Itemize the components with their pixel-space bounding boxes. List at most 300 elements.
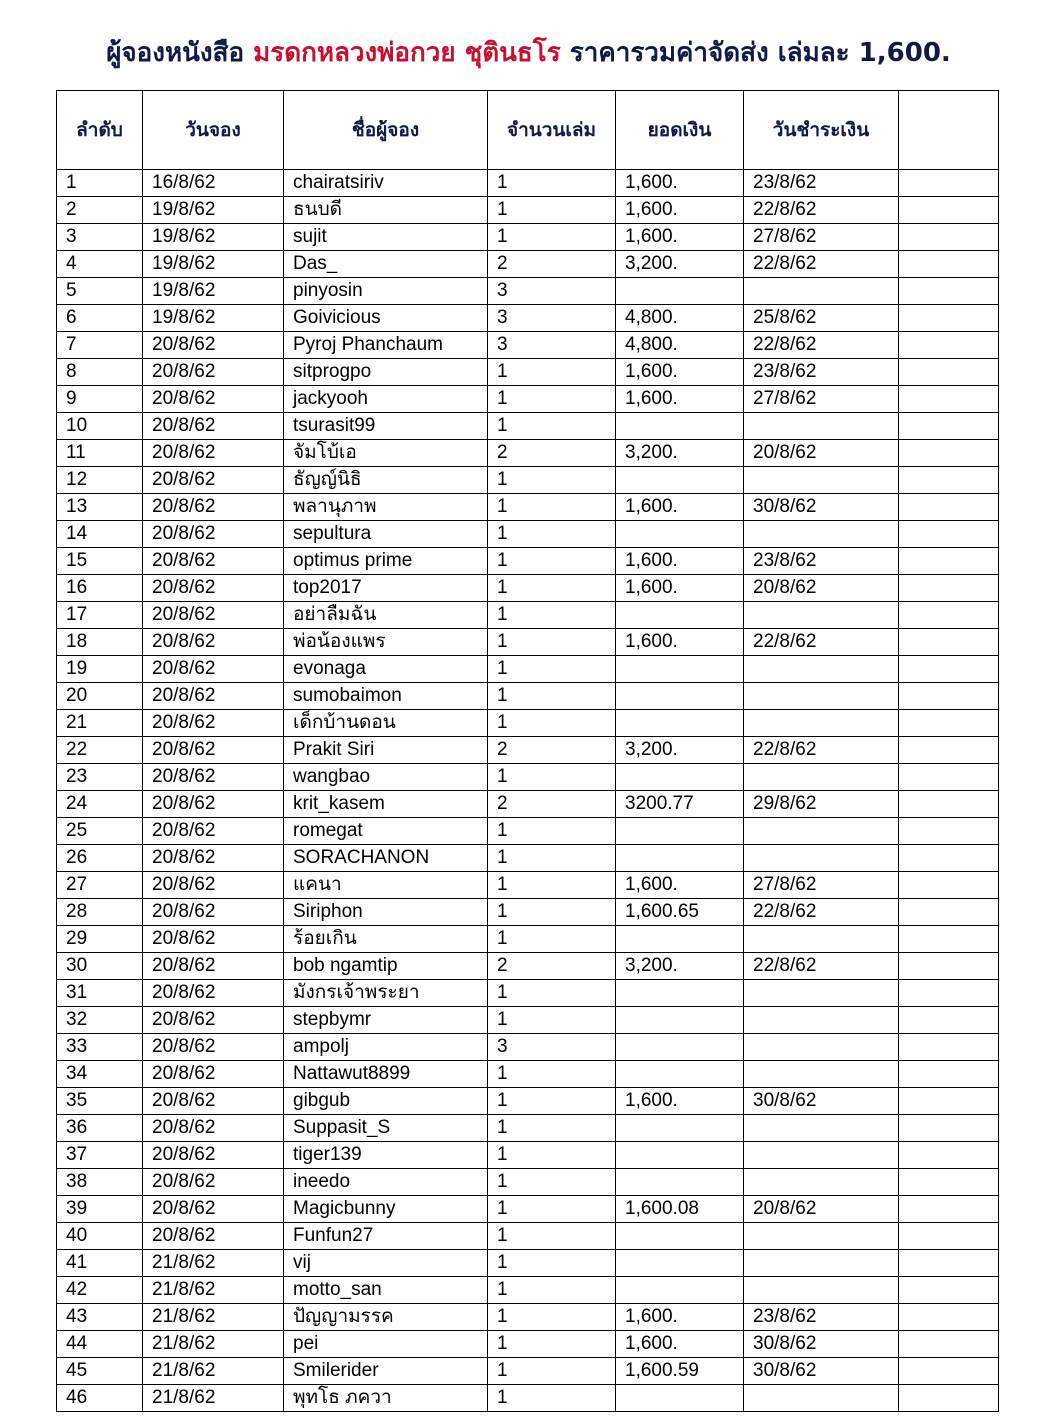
cell-booking-date: 21/8/62 xyxy=(143,1358,284,1385)
cell-blank xyxy=(899,467,999,494)
cell-booking-date: 20/8/62 xyxy=(143,845,284,872)
cell-quantity: 1 xyxy=(488,980,616,1007)
table-row xyxy=(57,305,999,332)
cell-amount xyxy=(616,1007,744,1034)
cell-quantity: 1 xyxy=(488,1358,616,1385)
cell-booking-date: 20/8/62 xyxy=(143,413,284,440)
cell-booking-date: 20/8/62 xyxy=(143,1007,284,1034)
cell-booker-name: optimus prime xyxy=(284,548,488,575)
cell-amount: 1,600. xyxy=(616,386,744,413)
booking-rows xyxy=(57,170,999,1412)
cell-blank xyxy=(899,656,999,683)
cell-payment-date: 22/8/62 xyxy=(744,899,899,926)
cell-booker-name: ธัญญ์นิธิ xyxy=(284,467,488,494)
cell-payment-date xyxy=(744,1061,899,1088)
cell-quantity: 1 xyxy=(488,467,616,494)
table-row xyxy=(57,980,999,1007)
cell-quantity: 2 xyxy=(488,440,616,467)
cell-order: 12 xyxy=(57,467,143,494)
cell-booker-name: Smilerider xyxy=(284,1358,488,1385)
cell-blank xyxy=(899,521,999,548)
cell-booker-name: Das_ xyxy=(284,251,488,278)
cell-booker-name: sitprogpo xyxy=(284,359,488,386)
table-row xyxy=(57,521,999,548)
cell-quantity: 1 xyxy=(488,575,616,602)
table-row xyxy=(57,1115,999,1142)
cell-quantity: 1 xyxy=(488,872,616,899)
cell-booker-name: romegat xyxy=(284,818,488,845)
cell-payment-date xyxy=(744,845,899,872)
cell-booker-name: ธนบดี xyxy=(284,197,488,224)
cell-order: 24 xyxy=(57,791,143,818)
cell-amount: 1,600. xyxy=(616,872,744,899)
cell-amount xyxy=(616,1034,744,1061)
cell-blank xyxy=(899,1277,999,1304)
table-row xyxy=(57,1250,999,1277)
cell-blank xyxy=(899,710,999,737)
table-row xyxy=(57,224,999,251)
cell-booking-date: 20/8/62 xyxy=(143,467,284,494)
cell-amount: 1,600. xyxy=(616,359,744,386)
cell-booker-name: เด็กบ้านดอน xyxy=(284,710,488,737)
cell-booker-name: krit_kasem xyxy=(284,791,488,818)
cell-payment-date: 22/8/62 xyxy=(744,197,899,224)
cell-quantity: 1 xyxy=(488,845,616,872)
table-row xyxy=(57,1331,999,1358)
cell-blank xyxy=(899,1088,999,1115)
cell-amount xyxy=(616,818,744,845)
cell-quantity: 1 xyxy=(488,656,616,683)
cell-booker-name: wangbao xyxy=(284,764,488,791)
cell-order: 40 xyxy=(57,1223,143,1250)
cell-booker-name: ineedo xyxy=(284,1169,488,1196)
cell-quantity: 1 xyxy=(488,1142,616,1169)
cell-amount: 1,600.59 xyxy=(616,1358,744,1385)
cell-quantity: 2 xyxy=(488,791,616,818)
cell-amount xyxy=(616,1169,744,1196)
cell-amount: 3,200. xyxy=(616,251,744,278)
cell-amount xyxy=(616,980,744,1007)
cell-blank xyxy=(899,440,999,467)
cell-payment-date: 27/8/62 xyxy=(744,386,899,413)
table-row xyxy=(57,413,999,440)
cell-amount: 1,600.08 xyxy=(616,1196,744,1223)
cell-order: 10 xyxy=(57,413,143,440)
cell-booker-name: Siriphon xyxy=(284,899,488,926)
cell-amount: 3200.77 xyxy=(616,791,744,818)
cell-order: 34 xyxy=(57,1061,143,1088)
cell-booker-name: Goivicious xyxy=(284,305,488,332)
cell-blank xyxy=(899,386,999,413)
cell-booker-name: evonaga xyxy=(284,656,488,683)
cell-blank xyxy=(899,305,999,332)
cell-amount xyxy=(616,467,744,494)
cell-blank xyxy=(899,683,999,710)
header-row xyxy=(57,91,999,170)
cell-booking-date: 20/8/62 xyxy=(143,494,284,521)
cell-payment-date: 27/8/62 xyxy=(744,224,899,251)
cell-order: 32 xyxy=(57,1007,143,1034)
cell-order: 35 xyxy=(57,1088,143,1115)
cell-booking-date: 20/8/62 xyxy=(143,764,284,791)
cell-order: 7 xyxy=(57,332,143,359)
cell-quantity: 1 xyxy=(488,224,616,251)
cell-order: 20 xyxy=(57,683,143,710)
cell-amount xyxy=(616,521,744,548)
title-price: ราคารวมค่าจัดส่ง เล่มละ 1,600. xyxy=(560,38,951,68)
cell-amount xyxy=(616,1115,744,1142)
cell-amount: 3,200. xyxy=(616,953,744,980)
table-row xyxy=(57,953,999,980)
table-row xyxy=(57,1385,999,1412)
cell-payment-date: 30/8/62 xyxy=(744,1088,899,1115)
cell-order: 17 xyxy=(57,602,143,629)
cell-booking-date: 20/8/62 xyxy=(143,521,284,548)
cell-booker-name: pei xyxy=(284,1331,488,1358)
header-booking-date: วันจอง xyxy=(143,91,284,170)
cell-booking-date: 20/8/62 xyxy=(143,629,284,656)
cell-quantity: 1 xyxy=(488,1385,616,1412)
cell-booker-name: ampolj xyxy=(284,1034,488,1061)
cell-quantity: 1 xyxy=(488,764,616,791)
cell-blank xyxy=(899,1007,999,1034)
cell-blank xyxy=(899,494,999,521)
cell-booking-date: 20/8/62 xyxy=(143,737,284,764)
cell-order: 18 xyxy=(57,629,143,656)
cell-payment-date xyxy=(744,602,899,629)
cell-booker-name: Nattawut8899 xyxy=(284,1061,488,1088)
cell-quantity: 1 xyxy=(488,386,616,413)
cell-booking-date: 20/8/62 xyxy=(143,683,284,710)
cell-quantity: 1 xyxy=(488,1250,616,1277)
cell-blank xyxy=(899,737,999,764)
cell-order: 4 xyxy=(57,251,143,278)
cell-quantity: 1 xyxy=(488,629,616,656)
cell-payment-date: 30/8/62 xyxy=(744,1331,899,1358)
table-row xyxy=(57,899,999,926)
table-row xyxy=(57,1088,999,1115)
cell-quantity: 1 xyxy=(488,548,616,575)
table-row xyxy=(57,818,999,845)
cell-booking-date: 20/8/62 xyxy=(143,926,284,953)
table-row xyxy=(57,1034,999,1061)
cell-booker-name: sepultura xyxy=(284,521,488,548)
table-row xyxy=(57,386,999,413)
cell-booker-name: พ่อน้องแพร xyxy=(284,629,488,656)
cell-order: 21 xyxy=(57,710,143,737)
cell-order: 1 xyxy=(57,170,143,197)
cell-blank xyxy=(899,629,999,656)
cell-booking-date: 21/8/62 xyxy=(143,1331,284,1358)
cell-blank xyxy=(899,197,999,224)
cell-payment-date xyxy=(744,413,899,440)
cell-booking-date: 20/8/62 xyxy=(143,575,284,602)
cell-blank xyxy=(899,1169,999,1196)
cell-quantity: 1 xyxy=(488,494,616,521)
cell-booker-name: จัมโบ้เอ xyxy=(284,440,488,467)
cell-amount xyxy=(616,845,744,872)
cell-payment-date: 20/8/62 xyxy=(744,440,899,467)
cell-booking-date: 20/8/62 xyxy=(143,1034,284,1061)
cell-payment-date: 30/8/62 xyxy=(744,1358,899,1385)
cell-blank xyxy=(899,1358,999,1385)
cell-booker-name: chairatsiriv xyxy=(284,170,488,197)
table-row xyxy=(57,1196,999,1223)
cell-blank xyxy=(899,1061,999,1088)
cell-order: 30 xyxy=(57,953,143,980)
cell-amount xyxy=(616,1061,744,1088)
cell-order: 2 xyxy=(57,197,143,224)
cell-blank xyxy=(899,548,999,575)
cell-order: 43 xyxy=(57,1304,143,1331)
cell-booking-date: 21/8/62 xyxy=(143,1304,284,1331)
cell-blank xyxy=(899,332,999,359)
cell-order: 26 xyxy=(57,845,143,872)
cell-booking-date: 21/8/62 xyxy=(143,1385,284,1412)
cell-booking-date: 19/8/62 xyxy=(143,197,284,224)
header-order: ลำดับ xyxy=(57,91,143,170)
cell-quantity: 1 xyxy=(488,1088,616,1115)
cell-booker-name: vij xyxy=(284,1250,488,1277)
cell-quantity: 1 xyxy=(488,602,616,629)
cell-booking-date: 20/8/62 xyxy=(143,602,284,629)
cell-quantity: 1 xyxy=(488,1007,616,1034)
cell-booker-name: Pyroj Phanchaum xyxy=(284,332,488,359)
cell-order: 15 xyxy=(57,548,143,575)
cell-booking-date: 19/8/62 xyxy=(143,251,284,278)
cell-amount xyxy=(616,413,744,440)
cell-payment-date: 27/8/62 xyxy=(744,872,899,899)
cell-quantity: 1 xyxy=(488,1331,616,1358)
cell-order: 9 xyxy=(57,386,143,413)
cell-quantity: 1 xyxy=(488,170,616,197)
cell-amount xyxy=(616,1223,744,1250)
cell-quantity: 1 xyxy=(488,359,616,386)
title-book-name: มรดกหลวงพ่อกวย ชุตินธโร xyxy=(253,38,561,68)
table-row xyxy=(57,926,999,953)
cell-booking-date: 20/8/62 xyxy=(143,332,284,359)
cell-payment-date xyxy=(744,1142,899,1169)
table-row xyxy=(57,1223,999,1250)
cell-quantity: 1 xyxy=(488,926,616,953)
cell-booking-date: 21/8/62 xyxy=(143,1250,284,1277)
table-row xyxy=(57,494,999,521)
cell-order: 8 xyxy=(57,359,143,386)
booking-table xyxy=(56,90,999,1412)
cell-blank xyxy=(899,1385,999,1412)
cell-order: 36 xyxy=(57,1115,143,1142)
table-row xyxy=(57,764,999,791)
cell-order: 44 xyxy=(57,1331,143,1358)
table-row xyxy=(57,440,999,467)
cell-payment-date xyxy=(744,683,899,710)
cell-blank xyxy=(899,1331,999,1358)
cell-quantity: 1 xyxy=(488,1115,616,1142)
cell-booking-date: 20/8/62 xyxy=(143,440,284,467)
cell-booker-name: Funfun27 xyxy=(284,1223,488,1250)
cell-payment-date: 25/8/62 xyxy=(744,305,899,332)
cell-quantity: 1 xyxy=(488,413,616,440)
table-row xyxy=(57,1169,999,1196)
cell-payment-date: 23/8/62 xyxy=(744,359,899,386)
cell-amount: 1,600. xyxy=(616,1331,744,1358)
cell-booking-date: 20/8/62 xyxy=(143,899,284,926)
table-row xyxy=(57,1061,999,1088)
cell-order: 25 xyxy=(57,818,143,845)
cell-payment-date: 20/8/62 xyxy=(744,575,899,602)
cell-booker-name: top2017 xyxy=(284,575,488,602)
cell-amount xyxy=(616,683,744,710)
cell-booker-name: stepbymr xyxy=(284,1007,488,1034)
cell-payment-date xyxy=(744,521,899,548)
cell-payment-date xyxy=(744,710,899,737)
cell-payment-date xyxy=(744,926,899,953)
cell-booker-name: sumobaimon xyxy=(284,683,488,710)
cell-blank xyxy=(899,872,999,899)
cell-order: 14 xyxy=(57,521,143,548)
cell-quantity: 3 xyxy=(488,278,616,305)
cell-booking-date: 20/8/62 xyxy=(143,1088,284,1115)
cell-payment-date: 23/8/62 xyxy=(744,170,899,197)
cell-blank xyxy=(899,575,999,602)
cell-booking-date: 20/8/62 xyxy=(143,953,284,980)
cell-order: 33 xyxy=(57,1034,143,1061)
cell-order: 45 xyxy=(57,1358,143,1385)
cell-quantity: 1 xyxy=(488,1277,616,1304)
cell-blank xyxy=(899,251,999,278)
cell-amount xyxy=(616,278,744,305)
cell-amount xyxy=(616,1142,744,1169)
cell-payment-date: 23/8/62 xyxy=(744,1304,899,1331)
cell-order: 11 xyxy=(57,440,143,467)
cell-order: 39 xyxy=(57,1196,143,1223)
cell-booking-date: 16/8/62 xyxy=(143,170,284,197)
cell-booker-name: SORACHANON xyxy=(284,845,488,872)
cell-quantity: 1 xyxy=(488,1304,616,1331)
cell-amount: 1,600. xyxy=(616,224,744,251)
cell-order: 13 xyxy=(57,494,143,521)
cell-booker-name: bob ngamtip xyxy=(284,953,488,980)
cell-payment-date xyxy=(744,1250,899,1277)
cell-booking-date: 20/8/62 xyxy=(143,548,284,575)
table-row xyxy=(57,467,999,494)
cell-order: 3 xyxy=(57,224,143,251)
cell-quantity: 2 xyxy=(488,737,616,764)
cell-booker-name: มังกรเจ้าพระยา xyxy=(284,980,488,1007)
cell-booker-name: แคนา xyxy=(284,872,488,899)
cell-amount: 1,600.65 xyxy=(616,899,744,926)
cell-order: 29 xyxy=(57,926,143,953)
table-row xyxy=(57,791,999,818)
cell-quantity: 1 xyxy=(488,1196,616,1223)
cell-amount: 4,800. xyxy=(616,332,744,359)
cell-blank xyxy=(899,602,999,629)
cell-blank xyxy=(899,1196,999,1223)
table-row xyxy=(57,710,999,737)
cell-booking-date: 20/8/62 xyxy=(143,818,284,845)
document-title xyxy=(0,36,1057,70)
cell-quantity: 3 xyxy=(488,1034,616,1061)
cell-booker-name: gibgub xyxy=(284,1088,488,1115)
cell-quantity: 1 xyxy=(488,683,616,710)
cell-blank xyxy=(899,980,999,1007)
cell-amount: 1,600. xyxy=(616,170,744,197)
header-booker-name: ชื่อผู้จอง xyxy=(284,91,488,170)
cell-blank xyxy=(899,224,999,251)
cell-quantity: 1 xyxy=(488,818,616,845)
table-row xyxy=(57,197,999,224)
table-row xyxy=(57,656,999,683)
cell-amount: 1,600. xyxy=(616,197,744,224)
cell-booker-name: tiger139 xyxy=(284,1142,488,1169)
cell-amount xyxy=(616,710,744,737)
cell-payment-date: 30/8/62 xyxy=(744,494,899,521)
cell-booker-name: ปัญญามรรค xyxy=(284,1304,488,1331)
cell-blank xyxy=(899,413,999,440)
cell-quantity: 3 xyxy=(488,332,616,359)
cell-booking-date: 20/8/62 xyxy=(143,656,284,683)
cell-payment-date: 22/8/62 xyxy=(744,953,899,980)
cell-payment-date: 23/8/62 xyxy=(744,548,899,575)
cell-booking-date: 19/8/62 xyxy=(143,305,284,332)
cell-payment-date: 29/8/62 xyxy=(744,791,899,818)
cell-booker-name: Suppasit_S xyxy=(284,1115,488,1142)
cell-order: 41 xyxy=(57,1250,143,1277)
cell-booker-name: tsurasit99 xyxy=(284,413,488,440)
table-row xyxy=(57,683,999,710)
cell-amount xyxy=(616,1250,744,1277)
cell-quantity: 2 xyxy=(488,953,616,980)
cell-quantity: 1 xyxy=(488,197,616,224)
table-row xyxy=(57,1277,999,1304)
cell-order: 16 xyxy=(57,575,143,602)
cell-booking-date: 20/8/62 xyxy=(143,1223,284,1250)
cell-order: 5 xyxy=(57,278,143,305)
cell-booker-name: Prakit Siri xyxy=(284,737,488,764)
table-row xyxy=(57,1358,999,1385)
cell-booker-name: พลานุภาพ xyxy=(284,494,488,521)
cell-order: 22 xyxy=(57,737,143,764)
header-payment-date: วันชำระเงิน xyxy=(744,91,899,170)
cell-quantity: 3 xyxy=(488,305,616,332)
cell-quantity: 2 xyxy=(488,251,616,278)
table-row xyxy=(57,845,999,872)
cell-payment-date xyxy=(744,1277,899,1304)
cell-blank xyxy=(899,278,999,305)
cell-quantity: 1 xyxy=(488,710,616,737)
cell-booking-date: 19/8/62 xyxy=(143,278,284,305)
cell-booking-date: 20/8/62 xyxy=(143,872,284,899)
cell-payment-date xyxy=(744,1007,899,1034)
cell-blank xyxy=(899,818,999,845)
cell-booking-date: 21/8/62 xyxy=(143,1277,284,1304)
cell-amount xyxy=(616,656,744,683)
cell-amount xyxy=(616,602,744,629)
table-row xyxy=(57,1304,999,1331)
cell-payment-date xyxy=(744,656,899,683)
cell-order: 46 xyxy=(57,1385,143,1412)
cell-amount xyxy=(616,1385,744,1412)
cell-booker-name: ร้อยเกิน xyxy=(284,926,488,953)
cell-order: 31 xyxy=(57,980,143,1007)
cell-booker-name: pinyosin xyxy=(284,278,488,305)
cell-amount: 3,200. xyxy=(616,440,744,467)
cell-amount: 1,600. xyxy=(616,575,744,602)
table-row xyxy=(57,359,999,386)
cell-payment-date xyxy=(744,1223,899,1250)
cell-booker-name: jackyooh xyxy=(284,386,488,413)
table-row xyxy=(57,1142,999,1169)
